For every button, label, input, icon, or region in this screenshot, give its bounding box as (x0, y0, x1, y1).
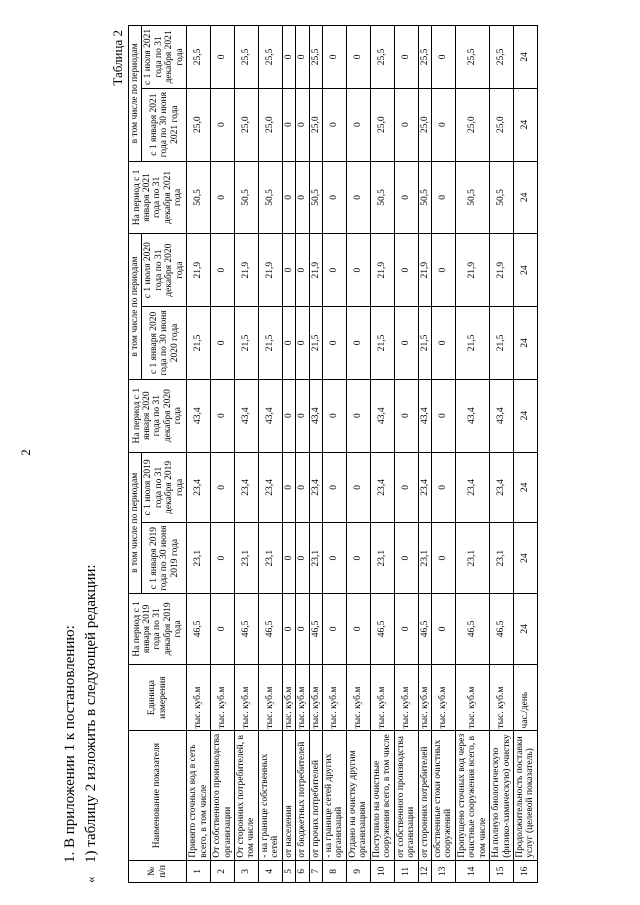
row-number-cell: 9 (346, 860, 370, 882)
value-cell: 0 (296, 161, 309, 234)
table-row (455, 26, 489, 883)
indicator-name-cell: Пропущено сточных вод через очистные сооружения всего, в том числе (455, 731, 489, 860)
value-cell: 0 (296, 452, 309, 523)
value-cell: 21,5 (370, 307, 394, 380)
value-cell: 0 (296, 234, 309, 307)
value-cell: 0 (211, 452, 235, 523)
value-cell: 0 (431, 88, 455, 161)
indicator-name-cell: от прочих потребителей (309, 731, 322, 860)
value-cell: 0 (323, 379, 347, 452)
value-cell: 21,9 (490, 234, 514, 307)
value-cell: 43,4 (187, 379, 211, 452)
indicator-name-cell: От сторонних потребителей, в том числе (234, 731, 258, 860)
value-cell: 46,5 (418, 594, 431, 665)
row-number-cell: 11 (394, 860, 418, 882)
table-row (211, 26, 235, 883)
value-cell: 0 (394, 88, 418, 161)
value-cell: 0 (323, 594, 347, 665)
unit-cell: тыс. куб.м (282, 664, 295, 731)
table-row (490, 26, 514, 883)
value-cell: 0 (323, 452, 347, 523)
value-cell: 23,1 (370, 523, 394, 594)
value-cell: 23,1 (490, 523, 514, 594)
value-cell: 23,1 (258, 523, 282, 594)
unit-cell: тыс. куб.м (394, 664, 418, 731)
table-row (309, 26, 322, 883)
value-cell: 21,5 (490, 307, 514, 380)
header-period-2019: На период с 1 января 2019 года по 31 декабря 2019 года (129, 594, 187, 665)
value-cell: 21,5 (309, 307, 322, 380)
value-cell: 0 (394, 26, 418, 89)
value-cell: 25,0 (370, 88, 394, 161)
value-cell: 0 (282, 26, 295, 89)
value-cell: 0 (282, 594, 295, 665)
value-cell: 0 (211, 379, 235, 452)
value-cell: 23,4 (455, 452, 489, 523)
value-cell: 0 (394, 523, 418, 594)
unit-cell: тыс. куб.м (431, 664, 455, 731)
value-cell: 21,9 (187, 234, 211, 307)
row-number-cell: 10 (370, 860, 394, 882)
value-cell: 25,5 (490, 26, 514, 89)
value-cell: 25,5 (418, 26, 431, 89)
value-cell: 0 (431, 379, 455, 452)
value-cell: 0 (296, 88, 309, 161)
unit-cell: тыс. куб.м (211, 664, 235, 731)
value-cell: 0 (394, 452, 418, 523)
value-cell: 43,4 (490, 379, 514, 452)
row-number-cell: 5 (282, 860, 295, 882)
value-cell: 23,1 (234, 523, 258, 594)
value-cell: 25,0 (187, 88, 211, 161)
value-cell: 23,1 (187, 523, 211, 594)
value-cell: 46,5 (309, 594, 322, 665)
value-cell: 0 (394, 594, 418, 665)
row-number-cell: 3 (234, 860, 258, 882)
value-cell: 25,5 (258, 26, 282, 89)
value-cell: 21,9 (418, 234, 431, 307)
value-cell: 24 (514, 26, 538, 89)
value-cell: 46,5 (370, 594, 394, 665)
value-cell: 25,0 (418, 88, 431, 161)
value-cell: 50,5 (455, 161, 489, 234)
value-cell: 25,5 (370, 26, 394, 89)
data-table (128, 25, 538, 883)
value-cell: 23,1 (455, 523, 489, 594)
value-cell: 21,5 (455, 307, 489, 380)
value-cell: 23,4 (418, 452, 431, 523)
value-cell: 23,4 (234, 452, 258, 523)
value-cell: 0 (323, 88, 347, 161)
indicator-name-cell: от бюджетных потребителей (296, 731, 309, 860)
value-cell: 21,9 (309, 234, 322, 307)
unit-cell: тыс. куб.м (309, 664, 322, 731)
table-row (370, 26, 394, 883)
intro-line-2: 1) таблицу 2 изложить в следующей редакции: (83, 564, 99, 863)
table-body (187, 26, 538, 883)
table-row (514, 26, 538, 883)
value-cell: 0 (346, 161, 370, 234)
row-number-cell: 16 (514, 860, 538, 882)
intro-line-1: 1. В приложении 1 к постановлению: (62, 625, 78, 863)
unit-cell: тыс. куб.м (418, 664, 431, 731)
value-cell: 24 (514, 234, 538, 307)
table-row (234, 26, 258, 883)
value-cell: 21,5 (234, 307, 258, 380)
unit-cell: тыс. куб.м (234, 664, 258, 731)
indicator-name-cell: От собственного производства организации (211, 731, 235, 860)
value-cell: 0 (296, 594, 309, 665)
value-cell: 0 (323, 523, 347, 594)
value-cell: 0 (296, 523, 309, 594)
header-num: № п/п (129, 860, 187, 882)
value-cell: 50,5 (234, 161, 258, 234)
value-cell: 46,5 (490, 594, 514, 665)
value-cell: 0 (211, 594, 235, 665)
value-cell: 0 (211, 26, 235, 89)
value-cell: 46,5 (187, 594, 211, 665)
value-cell: 0 (282, 452, 295, 523)
value-cell: 23,4 (370, 452, 394, 523)
value-cell: 25,0 (234, 88, 258, 161)
indicator-name-cell: - на границе собственных сетей (258, 731, 282, 860)
unit-cell: тыс. куб.м (490, 664, 514, 731)
header-h2-2020: с 1 июля 2020 года по 31 декабря 2020 года (142, 234, 187, 307)
value-cell: 50,5 (418, 161, 431, 234)
row-number-cell: 15 (490, 860, 514, 882)
value-cell: 25,5 (187, 26, 211, 89)
table-row (418, 26, 431, 883)
value-cell: 0 (431, 234, 455, 307)
value-cell: 23,1 (418, 523, 431, 594)
value-cell: 21,5 (187, 307, 211, 380)
value-cell: 0 (323, 234, 347, 307)
header-incl-2021: в том числе по периодам (129, 26, 142, 162)
value-cell: 0 (211, 523, 235, 594)
value-cell: 50,5 (309, 161, 322, 234)
header-h1-2019: с 1 января 2019 года по 30 июня 2019 года (142, 523, 187, 594)
value-cell: 0 (282, 234, 295, 307)
value-cell: 0 (346, 26, 370, 89)
value-cell: 21,5 (258, 307, 282, 380)
value-cell: 43,4 (418, 379, 431, 452)
table-row (258, 26, 282, 883)
table-caption: Таблица 2 (110, 30, 125, 86)
value-cell: 0 (282, 161, 295, 234)
value-cell: 0 (346, 88, 370, 161)
value-cell: 25,5 (309, 26, 322, 89)
row-number-cell: 12 (418, 860, 431, 882)
value-cell: 0 (346, 523, 370, 594)
value-cell: 0 (323, 161, 347, 234)
value-cell: 24 (514, 594, 538, 665)
value-cell: 25,5 (455, 26, 489, 89)
value-cell: 0 (211, 234, 235, 307)
opening-quote: « (83, 876, 98, 883)
value-cell: 0 (346, 594, 370, 665)
indicator-name-cell: от населения (282, 731, 295, 860)
header-period-2021: На период с 1 января 2021 года по 31 декабря 2021 года (129, 161, 187, 234)
value-cell: 0 (282, 523, 295, 594)
value-cell: 0 (211, 307, 235, 380)
value-cell: 0 (211, 161, 235, 234)
indicator-name-cell: собственные стоки очистных сооружений (431, 731, 455, 860)
header-h2-2021: с 1 июля 2021 года по 31 декабря 2021 года (142, 26, 187, 89)
value-cell: 21,9 (455, 234, 489, 307)
page-number: 2 (18, 449, 33, 456)
indicator-name-cell: На полную биологическую (физико-химическую) очистку (490, 731, 514, 860)
indicator-name-cell: Отдано на очистку другим организациям (346, 731, 370, 860)
table-row (431, 26, 455, 883)
header-h2-2019: с 1 июля 2019 года по 31 декабря 2019 года (142, 452, 187, 523)
indicator-name-cell: Поступило на очистные сооружения всего, в том числе (370, 731, 394, 860)
value-cell: 0 (346, 307, 370, 380)
header-incl-2019: в том числе по периодам (129, 452, 142, 593)
value-cell: 0 (296, 379, 309, 452)
row-number-cell: 2 (211, 860, 235, 882)
value-cell: 21,9 (370, 234, 394, 307)
value-cell: 21,5 (418, 307, 431, 380)
table-row (323, 26, 347, 883)
value-cell: 21,9 (258, 234, 282, 307)
unit-cell: тыс. куб.м (370, 664, 394, 731)
value-cell: 23,1 (309, 523, 322, 594)
row-number-cell: 7 (309, 860, 322, 882)
value-cell: 21,9 (234, 234, 258, 307)
value-cell: 23,4 (258, 452, 282, 523)
header-unit: Единица измерения (129, 664, 187, 731)
table-row (394, 26, 418, 883)
value-cell: 43,4 (258, 379, 282, 452)
value-cell: 24 (514, 523, 538, 594)
unit-cell: тыс. куб.м (296, 664, 309, 731)
value-cell: 0 (296, 307, 309, 380)
value-cell: 0 (282, 379, 295, 452)
value-cell: 0 (394, 161, 418, 234)
unit-cell: тыс. куб.м (258, 664, 282, 731)
header-h1-2021: с 1 января 2021 года по 30 июня 2021 года (142, 88, 187, 161)
value-cell: 50,5 (187, 161, 211, 234)
row-number-cell: 4 (258, 860, 282, 882)
value-cell: 0 (282, 307, 295, 380)
value-cell: 50,5 (370, 161, 394, 234)
row-number-cell: 8 (323, 860, 347, 882)
indicator-name-cell: от собственного производства организации (394, 731, 418, 860)
value-cell: 25,5 (234, 26, 258, 89)
indicator-name-cell: - на границе сетей других организаций (323, 731, 347, 860)
indicator-name-cell: Принято сточных вод в сеть всего, в том числе (187, 731, 211, 860)
header-period-2020: На период с 1 января 2020 года по 31 декабря 2020 года (129, 379, 187, 452)
value-cell: 23,4 (187, 452, 211, 523)
unit-cell: тыс. куб.м (323, 664, 347, 731)
value-cell: 0 (431, 452, 455, 523)
unit-cell: час./день (514, 664, 538, 731)
value-cell: 0 (346, 379, 370, 452)
value-cell: 0 (431, 161, 455, 234)
table-row (346, 26, 370, 883)
table-row (187, 26, 211, 883)
row-number-cell: 14 (455, 860, 489, 882)
table-row (282, 26, 295, 883)
value-cell: 0 (431, 307, 455, 380)
header-h1-2020: с 1 января 2020 года по 30 июня 2020 года (142, 307, 187, 380)
value-cell: 46,5 (455, 594, 489, 665)
value-cell: 0 (323, 307, 347, 380)
value-cell: 24 (514, 452, 538, 523)
value-cell: 25,0 (490, 88, 514, 161)
value-cell: 0 (323, 26, 347, 89)
value-cell: 23,4 (309, 452, 322, 523)
row-number-cell: 6 (296, 860, 309, 882)
value-cell: 0 (394, 379, 418, 452)
value-cell: 46,5 (258, 594, 282, 665)
indicator-name-cell: от сторонних потребителей (418, 731, 431, 860)
unit-cell: тыс. куб.м (187, 664, 211, 731)
value-cell: 0 (346, 452, 370, 523)
value-cell: 24 (514, 307, 538, 380)
row-number-cell: 1 (187, 860, 211, 882)
value-cell: 50,5 (490, 161, 514, 234)
value-cell: 0 (282, 88, 295, 161)
header-indicator: Наименование показателя (129, 731, 187, 860)
value-cell: 25,0 (309, 88, 322, 161)
value-cell: 24 (514, 88, 538, 161)
value-cell: 0 (211, 88, 235, 161)
value-cell: 43,4 (309, 379, 322, 452)
value-cell: 0 (296, 26, 309, 89)
indicator-name-cell: Продолжительность поставки услуг (целевой показатель) (514, 731, 538, 860)
value-cell: 43,4 (455, 379, 489, 452)
value-cell: 0 (431, 523, 455, 594)
value-cell: 46,5 (234, 594, 258, 665)
value-cell: 23,4 (490, 452, 514, 523)
unit-cell: тыс. куб.м (346, 664, 370, 731)
value-cell: 0 (394, 234, 418, 307)
value-cell: 0 (346, 234, 370, 307)
row-number-cell: 13 (431, 860, 455, 882)
value-cell: 25,0 (455, 88, 489, 161)
value-cell: 24 (514, 379, 538, 452)
value-cell: 50,5 (258, 161, 282, 234)
value-cell: 0 (431, 594, 455, 665)
value-cell: 43,4 (370, 379, 394, 452)
table-row (296, 26, 309, 883)
value-cell: 43,4 (234, 379, 258, 452)
header-incl-2020: в том числе по периодам (129, 234, 142, 380)
value-cell: 0 (394, 307, 418, 380)
value-cell: 25,0 (258, 88, 282, 161)
value-cell: 0 (431, 26, 455, 89)
value-cell: 24 (514, 161, 538, 234)
unit-cell: тыс. куб.м (455, 664, 489, 731)
